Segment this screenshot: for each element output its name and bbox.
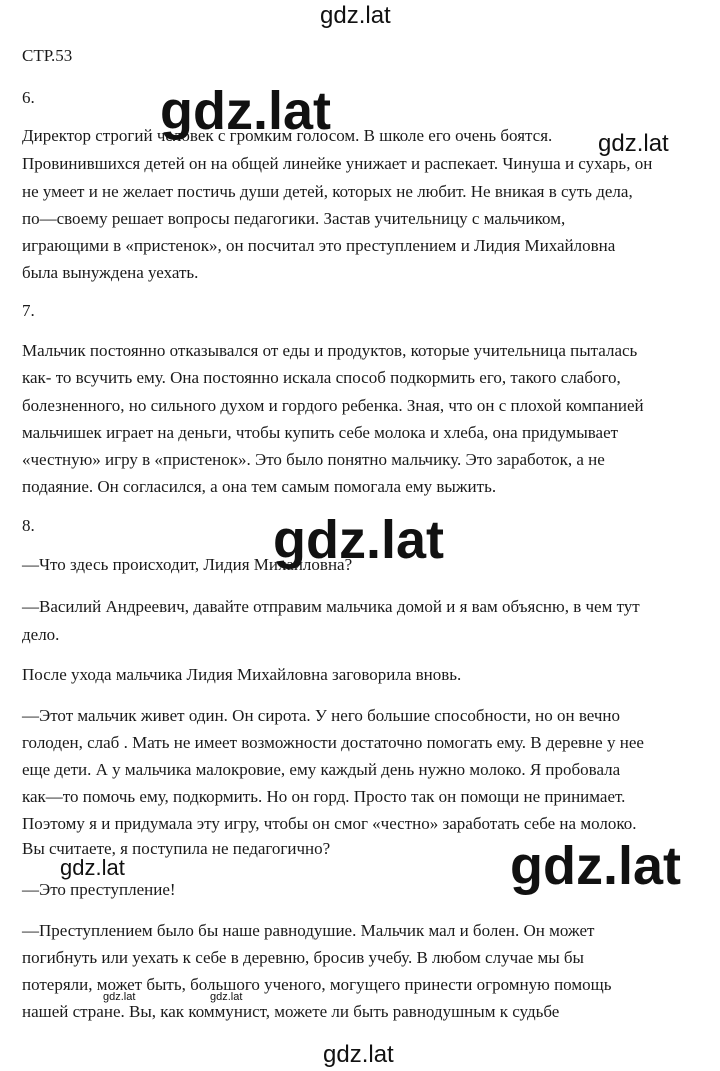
dialogue-line: —Преступлением было бы наше равнодушие. Мальчик мал и болен. Он может [22, 921, 595, 940]
watermark-small: gdz.lat [60, 855, 125, 880]
dialogue-line: Поэтому я и придумала эту игру, чтобы он смог «честно» заработать себе на молоко. [22, 814, 637, 833]
page-label: СТР.53 [22, 46, 73, 65]
section-6-line: была вынуждена уехать. [22, 263, 199, 282]
section-7-line: подаяние. Он согласился, а она тем самым помогала ему выжить. [22, 477, 497, 496]
watermark-small: gdz.lat [598, 130, 669, 157]
watermark-tiny: gdz.lat [103, 991, 136, 1003]
dialogue-line: Вы считаете, я поступила не педагогично? [22, 839, 331, 858]
watermark-bottom: gdz.lat [323, 1041, 394, 1068]
section-6-line: не умеет и не желает постичь души детей, которых не любит. Не вникая в суть дела, [22, 182, 633, 201]
narration-line: После ухода мальчика Лидия Михайловна заговорила вновь. [22, 665, 462, 684]
section-7-line: мальчишек играет на деньги, чтобы купить себе молока и хлеба, она придумывает [22, 423, 619, 442]
dialogue-line: —Что здесь происходит, Лидия Михайловна? [22, 555, 353, 574]
dialogue-line: дело. [22, 625, 60, 644]
dialogue-line: голоден, слаб . Мать не имеет возможности достаточно помогать ему. В деревне у нее [22, 733, 644, 752]
dialogue-line: еще дети. А у мальчика малокровие, ему каждый день нужно молоко. Я пробовала [22, 760, 621, 779]
dialogue-line: нашей стране. Вы, как коммунист, можете ли быть равнодушным к судьбе [22, 1002, 560, 1021]
watermark-tiny: gdz.lat [210, 991, 243, 1003]
dialogue-line: —Этот мальчик живет один. Он сирота. У него большие способности, но он вечно [22, 706, 621, 725]
dialogue-line: потеряли, может быть, большого ученого, могущего принести огромную помощь [22, 975, 612, 994]
dialogue-line: как—то помочь ему, подкормить. Но он горд. Просто так он помощи не принимает. [22, 787, 626, 806]
section-7-line: Мальчик постоянно отказывался от еды и продуктов, которые учительница пыталась [22, 341, 638, 360]
dialogue-line: погибнуть или уехать к себе в деревню, бросив учебу. В любом случае мы бы [22, 948, 584, 967]
dialogue-line: —Это преступление! [22, 880, 176, 899]
section-6-line: Провинившихся детей он на общей линейке унижает и распекает. Чинуша и сухарь, он [22, 154, 653, 173]
section-7-line: «честную» игру в «пристенок». Это было понятно мальчику. Это заработок, а не [22, 450, 605, 469]
section-8-number: 8. [22, 516, 35, 535]
section-7-number: 7. [22, 301, 35, 320]
watermark-large: gdz.lat [160, 81, 331, 141]
watermark-large: gdz.lat [510, 836, 681, 896]
section-6-line: Директор строгий человек с громким голосом. В школе его очень боятся. [22, 126, 553, 145]
watermark-top: gdz.lat [320, 2, 391, 29]
watermark-large: gdz.lat [273, 510, 444, 570]
section-6-number: 6. [22, 88, 35, 107]
section-6-line: играющими в «пристенок», он посчитал это преступлением и Лидия Михайловна [22, 236, 616, 255]
dialogue-line: —Василий Андреевич, давайте отправим мальчика домой и я вам объясню, в чем тут [22, 597, 640, 616]
section-7-line: как- то всучить ему. Она постоянно искала способ подкормить его, такого слабого, [22, 368, 621, 387]
section-6-line: по—своему решает вопросы педагогики. Застав учительницу с мальчиком, [22, 209, 566, 228]
section-7-line: болезненного, но сильного духом и гордого ребенка. Зная, что он с плохой компанией [22, 396, 644, 415]
